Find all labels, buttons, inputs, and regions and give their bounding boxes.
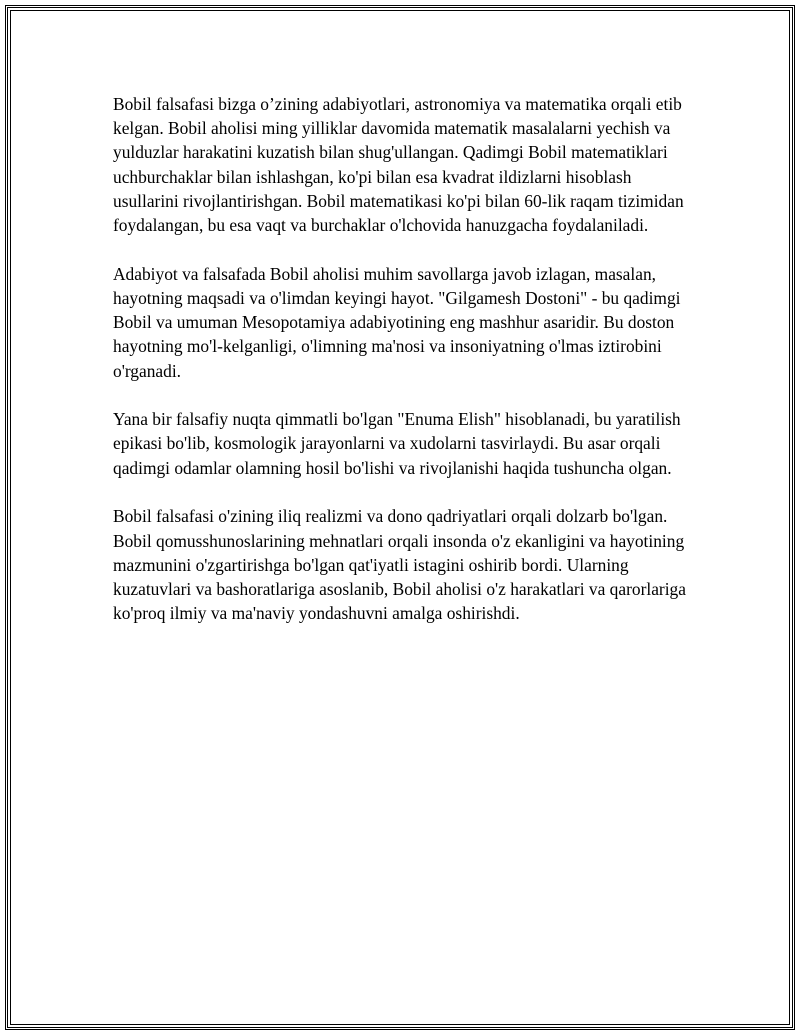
paragraph-4: Bobil falsafasi o'zining iliq realizmi va dono qadriyatlari orqali dolzarb bo'lgan. Bobil qomusshunoslarining mehnatlari orqali insonda o'z ekanligini va hayotining mazmunini o'zgartirishga bo'lgan qat'iyatli istagini oshirib bordi. Ularning kuzatuvlari va bashoratlariga asoslanib, Bobil aholisi o'z harakatlari va qarorlariga ko'proq ilmiy va ma'naviy yondashuvni amalga oshirishdi.: [113, 506, 686, 624]
document-body: [113, 92, 698, 650]
paragraph-2: Adabiyot va falsafada Bobil aholisi muhim savollarga javob izlagan, masalan, hayotning maqsadi va o'limdan keyingi hayot. "Gilgamesh Dostoni" - bu qadimgi Bobil va umuman Mesopotamiya adabiyotining eng mashhur asaridir. Bu doston hayotning mo'l-kelganligi, o'limning ma'nosi va insoniyatning o'lmas iztirobini o'rganadi.: [113, 263, 681, 381]
paragraph-3: Yana bir falsafiy nuqta qimmatli bo'lgan "Enuma Elish" hisoblanadi, bu yaratilish epikasi bo'lib, kosmologik jarayonlarni va xudolarni tasvirlaydi. Bu asar orqali qadimgi odamlar olamning hosil bo'lishi va rivojlanishi haqida tushuncha olgan.: [113, 409, 681, 478]
paragraph-1: Bobil falsafasi bizga o’zining adabiyotlari, astronomiya va matematika orqali etib kelgan. Bobil aholisi ming yilliklar davomida matematik masalalarni yechish va yulduzlar harakatini kuzatish bilan shug'ullangan. Qadimgi Bobil matematiklari uchburchaklar bilan ishlashgan, ko'pi bilan esa kvadrat ildizlarni hisoblash usullarini rivojlantirishgan. Bobil matematikasi ko'pi bilan 60-lik raqam tizimidan foydalangan, bu esa vaqt va burchaklar o'lchovida hanuzgacha foydalaniladi.: [113, 94, 684, 236]
